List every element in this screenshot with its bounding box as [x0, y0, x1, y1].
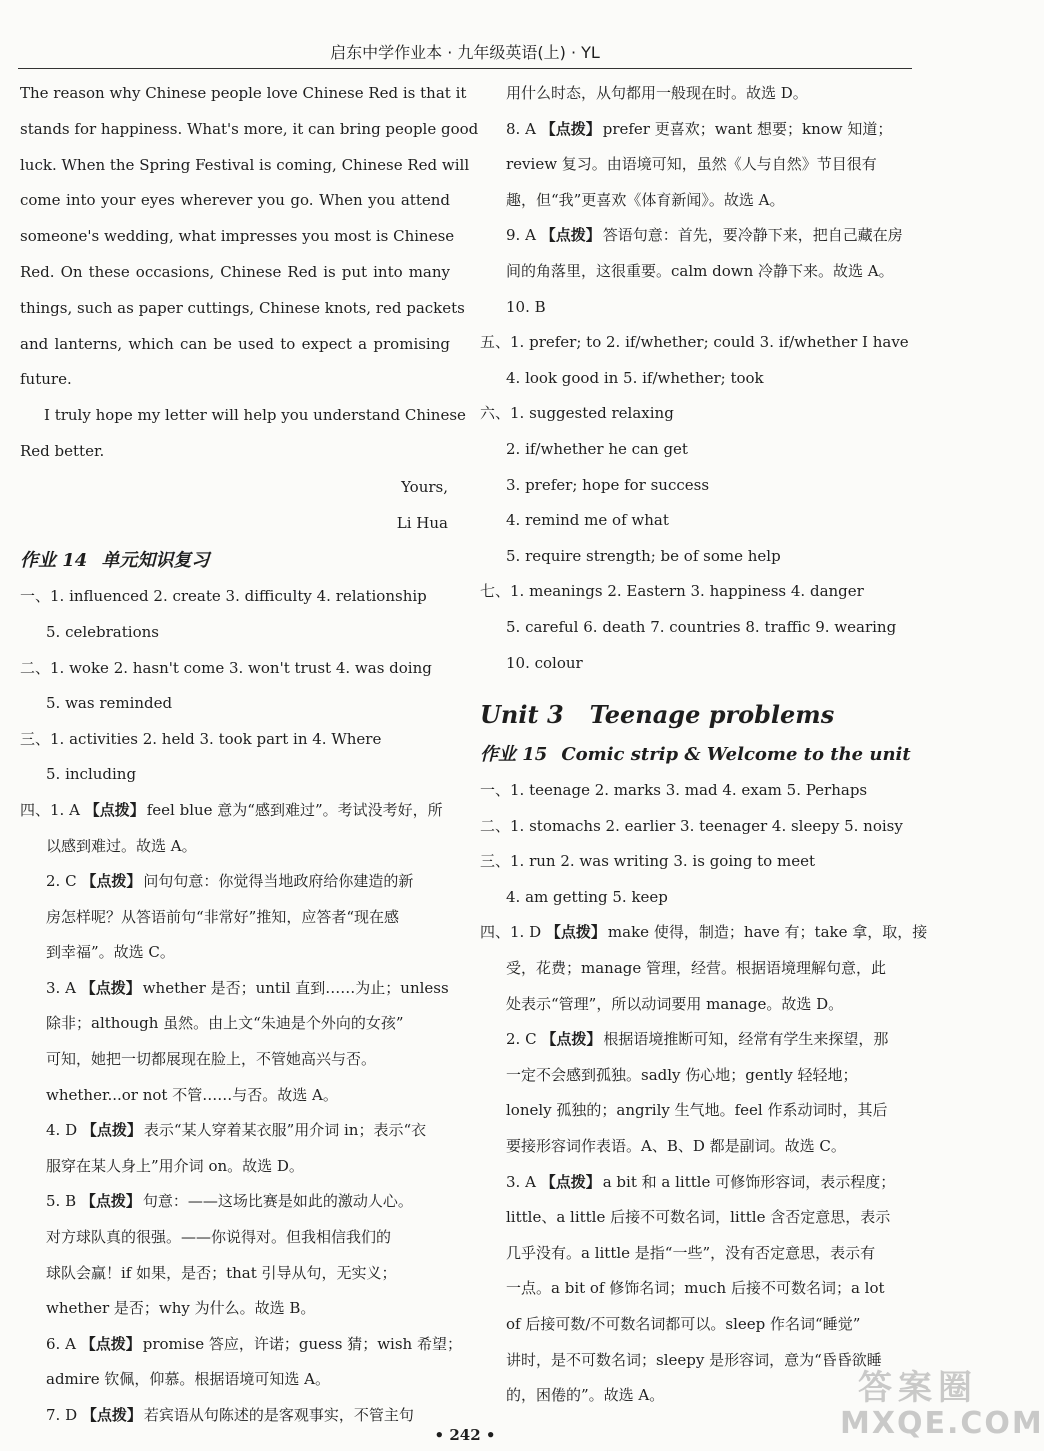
explanation-row	[480, 987, 912, 1023]
explanation-row	[480, 1307, 912, 1343]
answer-text: 4. am getting 5. keep	[506, 887, 668, 906]
answer-line	[480, 396, 912, 432]
item-number: 5. B	[46, 1192, 77, 1211]
section-label: 六、	[480, 404, 511, 423]
explanation-row	[20, 1042, 450, 1078]
tip-label: 【点拨】	[81, 872, 142, 891]
letter-signature: Li Hua	[396, 513, 448, 532]
explanation-text: 对方球队真的很强。——你说得对。但我相信我们的	[46, 1228, 392, 1247]
answer-text: 5. careful 6. death 7. countries 8. traffic 9. wearing	[506, 617, 897, 636]
homework-15-heading	[480, 741, 912, 769]
letter-line: come into your eyes wherever you go. When you attend	[20, 191, 450, 210]
letter-body	[20, 76, 479, 541]
explanation-row	[20, 1078, 450, 1114]
explanation-text: 间的角落里，这很重要。calm down 冷静下来。故选 A。	[506, 261, 894, 280]
explanation-row	[480, 147, 912, 183]
item-number: 6. A	[46, 1334, 76, 1353]
answer-text: 10. colour	[506, 653, 583, 672]
explanation-row	[480, 76, 912, 112]
explanation-text: whether 是否；why 为什么。故选 B。	[46, 1299, 316, 1318]
answer-line	[480, 325, 912, 361]
explanation-row	[20, 1006, 450, 1042]
answer-text: 1. influenced 2. create 3. difficulty 4. relationship	[50, 587, 427, 606]
answer-line	[20, 651, 450, 687]
letter-line: I truly hope my letter will help you understand Chinese	[44, 406, 466, 425]
answer-text: 1. run 2. was writing 3. is going to meet	[510, 852, 815, 871]
homework-14-part4-continued	[480, 76, 912, 325]
answer-text: 1. woke 2. hasn't come 3. won't trust 4. was doing	[50, 658, 432, 677]
letter-line: future.	[20, 370, 72, 389]
explanation-text: 讲时，是不可数名词；sleepy 是形容词，意为“昏昏欲睡	[506, 1350, 882, 1369]
letter-line: Red. On these occasions, Chinese Red is put into many	[20, 262, 450, 281]
explanation-text: 问句句意：你觉得当地政府给你建造的新	[143, 872, 414, 891]
explanation-text: a bit 和 a little 可修饰形容词，表示程度；	[602, 1172, 896, 1191]
letter-closing: Yours,	[401, 477, 448, 496]
explanation-row	[20, 1327, 462, 1363]
section-label: 一、	[20, 587, 51, 606]
answer-text: 4. remind me of what	[506, 511, 669, 530]
explanation-text: 处表示“管理”，所以动词要用 manage。故选 D。	[506, 994, 844, 1013]
item-number: 1. D	[510, 923, 542, 942]
explanation-row	[480, 1129, 912, 1165]
explanation-text: promise 答应，许诺；guess 猜；wish 希望；	[142, 1334, 462, 1353]
section-label: 二、	[20, 658, 51, 677]
explanation-text: 几乎没有。a little 是指“一些”，没有否定意思，表示有	[506, 1243, 876, 1262]
explanation-text: feel blue 意为“感到难过”。考试没考好，所	[146, 800, 443, 819]
tip-label: 【点拨】	[540, 119, 601, 138]
explanation-row	[480, 183, 912, 219]
answer-line	[480, 432, 912, 468]
answer-text: 5. celebrations	[46, 622, 159, 641]
answer-text: 1. meanings 2. Eastern 3. happiness 4. danger	[510, 582, 864, 601]
explanation-text: 的，困倦的”。故选 A。	[506, 1386, 665, 1405]
answer-text: 4. look good in 5. if/whether; took	[506, 368, 764, 387]
homework-14-part4	[20, 793, 462, 1434]
explanation-row	[20, 1291, 450, 1327]
explanation-row	[20, 864, 450, 900]
explanation-row	[480, 1058, 912, 1094]
explanation-row	[20, 900, 450, 936]
explanation-row	[20, 829, 450, 865]
explanation-row	[480, 951, 912, 987]
explanation-text: whether 是否；until 直到……为止；unless	[142, 978, 449, 997]
letter-line: someone's wedding, what impresses you most is Chinese	[20, 227, 455, 246]
tip-label: 【点拨】	[80, 1334, 141, 1353]
answer-line	[20, 686, 450, 722]
explanation-row	[480, 112, 912, 148]
section-label: 一、	[480, 781, 511, 800]
answer-line	[480, 844, 912, 880]
section-label: 二、	[480, 816, 511, 835]
tip-label: 【点拨】	[540, 1172, 601, 1191]
explanation-text: 根据语境推断可知，经常有学生来探望，那	[603, 1030, 889, 1049]
homework-14-title: 单元知识复习	[101, 550, 210, 572]
answer-line	[480, 574, 912, 610]
answer-line	[480, 809, 912, 845]
letter-line: Red better.	[20, 441, 105, 460]
answer-text: 3. prefer; hope for success	[506, 475, 710, 494]
letter-line: things, such as paper cuttings, Chinese knots, red packets	[20, 298, 465, 317]
answer-line	[480, 539, 912, 575]
answer-text: 1. activities 2. held 3. took part in 4. Where	[50, 729, 382, 748]
explanation-row	[20, 971, 450, 1007]
explanation-text: lonely 孤独的；angrily 生气地。feel 作系动词时，其后	[506, 1101, 888, 1120]
answer-line	[20, 757, 450, 793]
homework-15-title: Comic strip & Welcome to the unit	[561, 744, 911, 766]
explanation-text: 受，花费；manage 管理，经营。根据语境理解句意，此	[506, 959, 887, 978]
unit-title: Teenage problems	[589, 700, 835, 730]
explanation-text: 用什么时态，从句都用一般现在时。故选 D。	[506, 84, 808, 102]
explanation-text: little、a little 后接不可数名词，little 含否定意思，表示	[506, 1208, 891, 1227]
answer-text: 5. require strength; be of some help	[506, 546, 781, 565]
item-number: 10. B	[506, 297, 546, 316]
tip-label: 【点拨】	[80, 1192, 141, 1211]
section-label: 七、	[480, 582, 511, 601]
explanation-row	[480, 1271, 912, 1307]
answer-line	[480, 646, 912, 682]
section-label: 三、	[480, 852, 511, 871]
unit-heading	[480, 695, 912, 735]
unit-number: Unit 3	[480, 700, 564, 730]
explanation-text: 一定不会感到孤独。sadly 伤心地；gently 轻轻地；	[506, 1065, 858, 1084]
answer-text: 1. suggested relaxing	[510, 404, 674, 423]
explanation-row	[20, 1184, 450, 1220]
letter-line: luck. When the Spring Festival is coming, Chinese Red will	[20, 155, 470, 174]
letter-line: and lanterns, which can be used to expect a promising	[20, 334, 450, 353]
item-number: 2. C	[506, 1030, 537, 1049]
explanation-text: 表示“某人穿着某衣服”用介词 in；表示“衣	[143, 1121, 427, 1140]
item-number: 3. A	[506, 1172, 536, 1191]
homework-14-sections	[20, 579, 450, 793]
tip-label: 【点拨】	[540, 226, 601, 245]
explanation-text: 一点。a bit of 修饰名词；much 后接不可数名词；a lot	[506, 1279, 885, 1298]
explanation-text: 趣，但“我”更喜欢《体育新闻》。故选 A。	[506, 190, 785, 209]
explanation-row	[480, 1165, 912, 1201]
watermark-logo	[818, 1356, 1044, 1446]
explanation-row	[20, 1220, 450, 1256]
explanation-row	[480, 254, 912, 290]
answer-text: 5. was reminded	[46, 694, 173, 713]
explanation-text: 可知，她把一切都展现在脸上，不管她高兴与否。	[46, 1050, 377, 1069]
explanation-text: 以感到难过。故选 A。	[46, 836, 197, 855]
page-header: 启东中学作业本 · 九年级英语(上) · YL	[18, 42, 912, 69]
explanation-row	[480, 290, 912, 326]
explanation-text: of 后接可数/不可数名词都可以。sleep 作名词“睡觉”	[506, 1315, 861, 1333]
letter-line: The reason why Chinese people love Chinese Red is that it	[20, 84, 467, 102]
homework-14-sections-5-7	[480, 325, 912, 681]
watermark-url: MXQE.COM	[840, 1406, 1044, 1441]
explanation-row	[480, 1236, 912, 1272]
answer-line	[480, 503, 912, 539]
watermark-text: 答案圈	[858, 1368, 978, 1408]
tip-label: 【点拨】	[545, 923, 606, 942]
explanation-row	[480, 915, 928, 951]
answer-line	[480, 773, 912, 809]
item-number: 3. A	[46, 978, 76, 997]
explanation-row	[20, 1149, 450, 1185]
answer-line	[20, 615, 450, 651]
explanation-row	[480, 1200, 912, 1236]
item-number: 2. C	[46, 872, 77, 891]
explanation-text: whether...or not 不管……与否。故选 A。	[46, 1085, 338, 1104]
explanation-text: 答语句意：首先，要冷静下来，把自己藏在房	[602, 226, 903, 245]
explanation-text: prefer 更喜欢；want 想要；know 知道；	[602, 119, 893, 138]
explanation-row	[20, 1362, 450, 1398]
explanation-row	[20, 793, 450, 829]
homework-15-sections	[480, 773, 912, 915]
explanation-text: 若宾语从句陈述的是客观事实，不管主句	[143, 1406, 414, 1425]
tip-label: 【点拨】	[84, 800, 145, 819]
answer-text: 1. prefer; to 2. if/whether; could 3. if/whether I have	[510, 333, 909, 352]
tip-label: 【点拨】	[81, 1121, 142, 1140]
section-label: 四、	[480, 923, 511, 942]
answer-line	[20, 579, 450, 615]
explanation-row	[480, 1093, 912, 1129]
explanation-text: review 复习。由语境可知，虽然《人与自然》节目很有	[506, 155, 877, 174]
answer-line	[20, 722, 450, 758]
section-label: 三、	[20, 729, 51, 748]
answer-line	[480, 468, 912, 504]
explanation-text: 句意：——这场比赛是如此的激动人心。	[142, 1192, 413, 1211]
homework-14-number: 作业 14	[20, 550, 88, 572]
tip-label: 【点拨】	[80, 978, 141, 997]
tip-label: 【点拨】	[541, 1030, 602, 1049]
answer-line	[480, 361, 912, 397]
explanation-text: 要接形容词作表语。A、B、D 都是副词。故选 C。	[506, 1137, 846, 1156]
explanation-text: make 使得，制造；have 有；take 拿，取，接	[607, 923, 928, 942]
answer-line	[480, 880, 912, 916]
item-number: 9. A	[506, 226, 536, 245]
section-label: 五、	[480, 333, 511, 352]
left-column	[20, 76, 479, 1434]
explanation-row	[20, 935, 450, 971]
homework-15-number: 作业 15	[480, 744, 548, 766]
answer-text: 2. if/whether he can get	[506, 439, 688, 458]
explanation-text: 除非；although 虽然。由上文“朱迪是个外向的女孩”	[46, 1014, 404, 1033]
explanation-text: 到幸福”。故选 C。	[46, 943, 175, 962]
explanation-row	[20, 1113, 450, 1149]
item-number: 8. A	[506, 119, 536, 138]
homework-14-heading	[20, 547, 450, 575]
letter-line: stands for happiness. What's more, it can bring people good	[20, 119, 479, 138]
answer-text: 1. stomachs 2. earlier 3. teenager 4. sleepy 5. noisy	[510, 816, 903, 835]
answer-text: 1. teenage 2. marks 3. mad 4. exam 5. Perhaps	[510, 781, 868, 800]
explanation-text: admire 钦佩，仰慕。根据语境可知选 A。	[46, 1370, 330, 1389]
item-number: 1. A	[50, 800, 80, 819]
page-number: • 242 •	[434, 1426, 496, 1444]
explanation-text: 服穿在某人身上”用介词 on。故选 D。	[46, 1156, 304, 1175]
item-number: 7. D	[46, 1406, 78, 1425]
item-number: 4. D	[46, 1121, 78, 1140]
explanation-row	[20, 1256, 450, 1292]
tip-label: 【点拨】	[81, 1406, 142, 1425]
answer-line	[480, 610, 912, 646]
answer-text: 5. including	[46, 765, 137, 784]
explanation-text: 球队会赢！if 如果，是否；that 引导从句，无实义；	[46, 1263, 397, 1282]
explanation-row	[480, 218, 912, 254]
explanation-row	[480, 1022, 912, 1058]
explanation-text: 房怎样呢？从答语前句“非常好”推知，应答者“现在感	[46, 907, 400, 926]
section-label: 四、	[20, 800, 51, 819]
